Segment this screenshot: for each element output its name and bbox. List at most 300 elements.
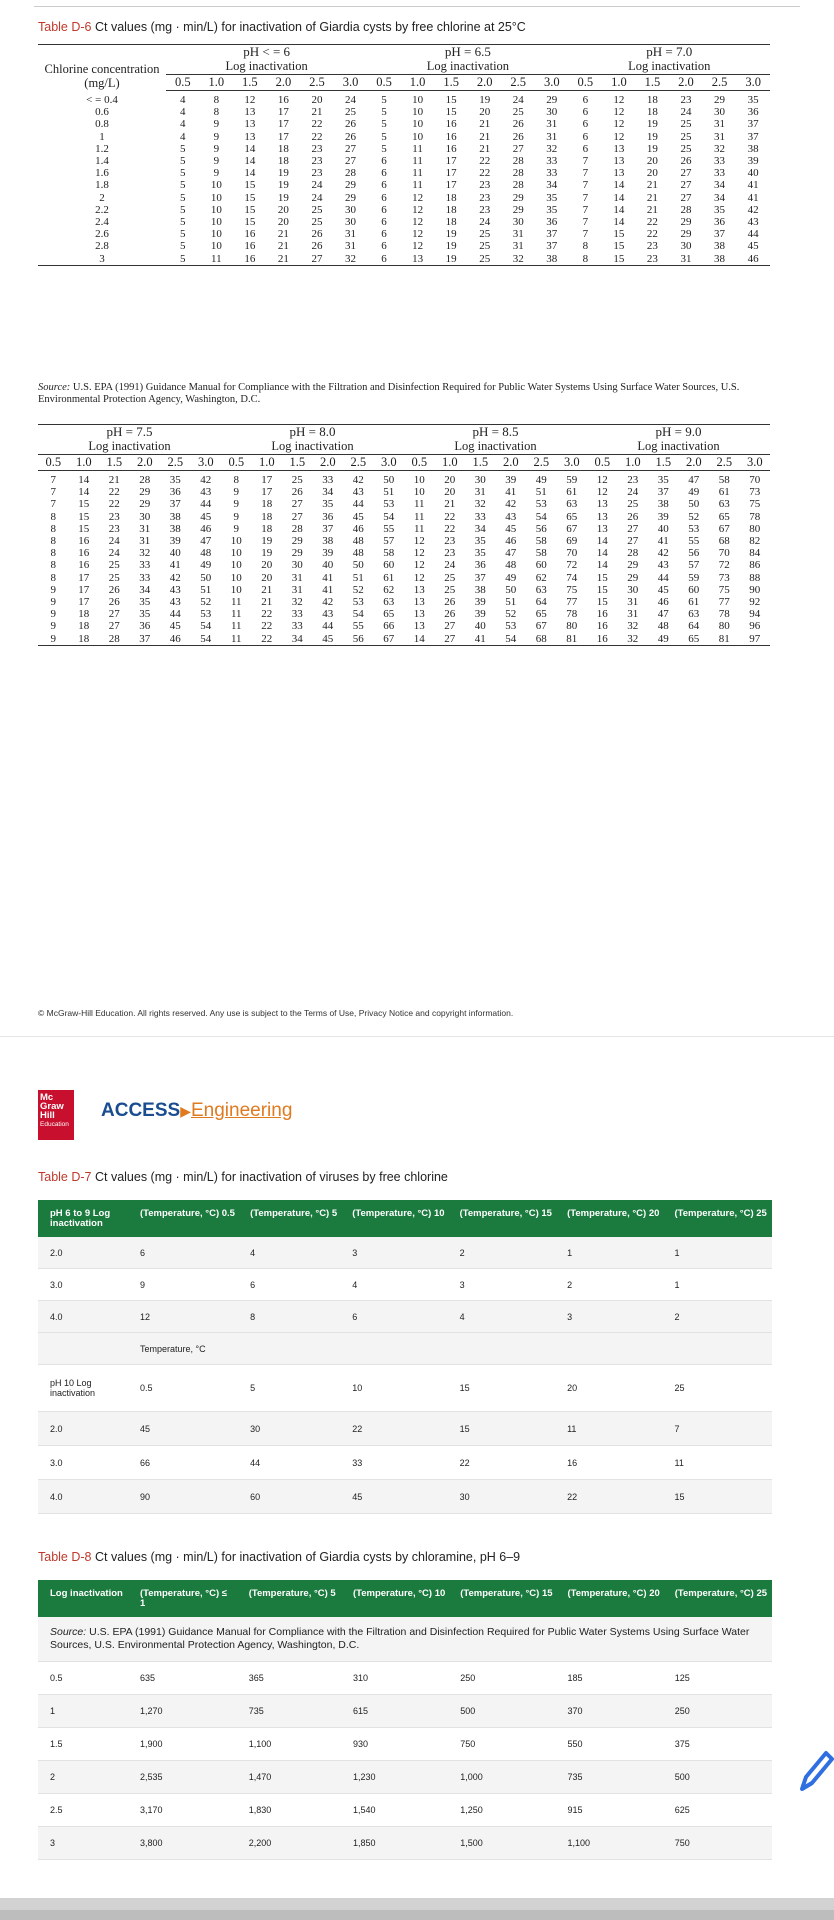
table-cell: 10	[230, 535, 242, 548]
table-cell: 23	[311, 155, 323, 168]
table-cell: 46	[736, 253, 770, 266]
table-cell: 28	[139, 474, 151, 486]
log-column-header: 1.5	[282, 455, 313, 471]
table-cell: 25	[680, 118, 692, 131]
table-cell: 48	[352, 535, 364, 548]
log-column-header: 0.5	[367, 75, 401, 91]
table-cell: 11	[413, 498, 425, 511]
log-inactivation-label: Log inactivation	[166, 59, 367, 75]
table-cell: 3,800	[130, 1827, 239, 1860]
table-cell: 21	[646, 179, 658, 192]
table-cell: 65	[535, 608, 547, 621]
table-cell: 20	[479, 106, 491, 119]
table-cell: 31	[512, 228, 524, 241]
table-cell: 32	[474, 498, 486, 511]
table-cell: 33	[139, 571, 151, 584]
table-cell: 72	[718, 559, 730, 572]
table-cell: 25	[680, 130, 692, 143]
table-cell: 6	[381, 240, 387, 253]
table-cell: 14	[596, 535, 608, 548]
table-cell: 23	[444, 547, 456, 560]
table-cell: 735	[557, 1761, 664, 1794]
log-inactivation-label: Log inactivation	[404, 439, 587, 455]
table-cell: 49	[535, 474, 547, 486]
table-cell: 13	[413, 596, 425, 609]
table-cell: 27	[680, 191, 692, 204]
table-cell: 2	[450, 1237, 557, 1269]
log-column-header: 1.0	[618, 455, 649, 471]
log-column-header: 1.0	[200, 75, 234, 91]
table-cell: 30	[512, 216, 524, 229]
table-cell: 36	[714, 216, 726, 229]
table-cell: 39	[474, 596, 486, 609]
table-cell: 22	[311, 130, 323, 143]
table-cell: 15	[596, 571, 608, 584]
access-engineering-brand[interactable]	[101, 1100, 292, 1122]
edit-pencil-icon[interactable]	[794, 1745, 834, 1800]
table-cell: 22	[342, 1412, 449, 1446]
table-cell: 39	[505, 474, 517, 486]
table-cell: 33	[322, 474, 334, 486]
table-cell: 42	[322, 596, 334, 609]
table-cell: 52	[352, 583, 364, 596]
table-cell: 14	[78, 486, 90, 499]
table-cell: 8	[50, 547, 56, 560]
source-label: Source:	[38, 382, 71, 393]
table-cell: 6	[381, 203, 387, 216]
table-cell: 49	[688, 486, 700, 499]
table-cell: 35	[322, 498, 334, 511]
table-cell: 11	[200, 253, 234, 266]
table-cell: 10	[210, 191, 222, 204]
log-column-header: 3.0	[535, 75, 569, 91]
table-cell: 33	[714, 155, 726, 168]
table-cell: 13	[401, 253, 435, 266]
table-cell: 11	[665, 1446, 772, 1480]
table-cell: 8	[213, 106, 220, 119]
log-column-header: 3.0	[334, 75, 368, 91]
table-cell: 5	[180, 191, 186, 204]
table-cell: 67	[566, 522, 578, 535]
table-cell: 43	[169, 583, 181, 596]
table-d7-caption	[38, 1170, 448, 1184]
table-cell: 7	[50, 486, 56, 499]
concentration-cell: 0.6	[95, 106, 109, 119]
table-cell: 615	[343, 1695, 450, 1728]
table-row	[38, 471, 770, 487]
table-cell: 18	[261, 498, 273, 511]
table-cell: 42	[657, 547, 669, 560]
table-cell: 59	[566, 474, 578, 486]
table-cell: 35	[474, 547, 486, 560]
table-cell: 31	[291, 583, 303, 596]
table-cell: 2.0	[38, 1412, 130, 1446]
table-row	[38, 1480, 772, 1514]
table-cell: 22	[444, 510, 456, 523]
table-cell: 65	[566, 510, 578, 523]
table-cell: 11	[412, 155, 423, 168]
table-cell: 53	[352, 596, 364, 609]
column-header: (Temperature, °C) 10	[343, 1580, 450, 1617]
table-cell: 15	[596, 596, 608, 609]
table-cell: 10	[210, 240, 222, 253]
table-cell: 7	[50, 474, 56, 486]
table-cell: 1,470	[239, 1761, 343, 1794]
table-cell: 43	[747, 216, 759, 229]
concentration-cell: 1.8	[95, 179, 109, 192]
table-cell: 16	[244, 240, 256, 253]
source-text: U.S. EPA (1991) Guidance Manual for Compliance with the Filtration and Disinfection Required for Public Water Systems Using Surface Water Sources, U.S. Environmental Protection Agency, Washington, D.C.	[50, 1626, 750, 1651]
table-cell: 43	[322, 608, 334, 621]
table-cell: 38	[714, 240, 726, 253]
table-cell: 22	[261, 608, 273, 621]
table-cell: 23	[108, 510, 120, 523]
table-cell: 53	[688, 522, 700, 535]
table-cell: 30	[345, 216, 356, 229]
logo-line: Education	[40, 1121, 69, 1128]
table-cell: 31	[345, 228, 356, 241]
table-cell: 80	[749, 522, 761, 535]
table-cell: 10	[412, 130, 424, 143]
log-inactivation-label: Log inactivation	[587, 439, 770, 455]
table-cell: 16	[587, 633, 618, 646]
table-cell: 30	[474, 474, 486, 486]
table-cell: 26	[108, 583, 120, 596]
table-cell: 21	[444, 498, 456, 511]
table-cell: 22	[479, 155, 491, 168]
table-cell: 68	[526, 633, 557, 646]
temperature-cell: 5	[240, 1365, 342, 1412]
table-cell: 3,170	[130, 1794, 239, 1827]
table-cell: 32	[627, 620, 639, 633]
table-cell: 44	[200, 498, 212, 511]
table-cell: 54	[191, 633, 222, 646]
table-cell: 94	[749, 608, 761, 621]
table-cell: 9	[233, 510, 239, 523]
table-cell: 30	[345, 203, 356, 216]
table-row	[38, 1794, 772, 1827]
table-cell: 7	[582, 167, 589, 180]
table-cell: 16	[557, 1446, 664, 1480]
log-inactivation-label: Log inactivation	[38, 439, 221, 455]
table-cell: 37	[169, 498, 181, 511]
table-cell: 37	[322, 522, 334, 535]
table-cell: 22	[311, 118, 323, 131]
table-cell: 21	[261, 583, 273, 596]
table-cell: 24	[512, 94, 524, 106]
table-cell: 635	[130, 1662, 239, 1695]
table-cell: 45	[657, 583, 669, 596]
table-cell: 49	[648, 633, 679, 646]
table-cell: 6	[381, 155, 387, 168]
table-cell: 46	[505, 535, 517, 548]
table-cell: 29	[680, 216, 692, 229]
log-column-header: 3.0	[191, 455, 222, 471]
table-cell: 21	[646, 203, 658, 216]
table-cell: 18	[78, 608, 90, 621]
table-d8-source	[38, 1617, 772, 1662]
table-row	[38, 179, 770, 191]
table-cell: 15	[244, 203, 256, 216]
table-cell: 45	[505, 522, 517, 535]
table-cell: 19	[646, 118, 658, 131]
table-cell: 7	[582, 216, 589, 229]
table-row	[38, 167, 770, 179]
table-cell: 10	[210, 179, 222, 192]
table-row	[38, 1761, 772, 1794]
table-cell: 21	[479, 142, 491, 155]
table-cell: 44	[322, 620, 334, 633]
table-cell: 61	[718, 486, 730, 499]
table-cell: 500	[450, 1695, 557, 1728]
table-cell: 80	[566, 620, 578, 633]
table-cell: 3.0	[38, 1446, 130, 1480]
table-cell: 40	[747, 167, 759, 180]
table-cell: 30	[291, 559, 303, 572]
table-d6-part-a	[38, 44, 770, 266]
table-cell: 41	[322, 583, 334, 596]
table-d6-label: Table D-6	[38, 20, 92, 34]
table-cell: 5	[180, 203, 186, 216]
table-cell: 34	[714, 179, 726, 192]
table-cell: 33	[474, 510, 486, 523]
table-cell: 31	[714, 118, 726, 131]
table-cell: 13	[244, 106, 256, 119]
table-cell: 37	[747, 130, 759, 143]
table-cell: 58	[383, 547, 395, 560]
table-cell: 4	[180, 94, 186, 106]
table-cell: 9	[213, 142, 220, 155]
log-column-header: 1.5	[648, 455, 679, 471]
log-column-header: 0.5	[166, 75, 200, 91]
table-cell: 40	[322, 559, 334, 572]
table-cell: 19	[261, 547, 273, 560]
log-column-header: 2.0	[669, 75, 703, 91]
top-divider	[34, 6, 800, 7]
table-cell: 90	[749, 583, 761, 596]
table-cell: 14	[613, 216, 625, 229]
table-cell: 16	[596, 608, 608, 621]
table-cell: 29	[680, 228, 692, 241]
table-cell: 35	[546, 191, 558, 204]
table-row	[38, 1728, 772, 1761]
table-cell: 61	[566, 486, 578, 499]
table-cell: 75	[718, 583, 730, 596]
table-cell: 24	[479, 216, 491, 229]
table-cell: 10	[230, 547, 242, 560]
table-cell: 9	[213, 130, 220, 143]
log-column-header: 1.0	[602, 75, 636, 91]
table-cell: 185	[557, 1662, 664, 1695]
table-cell: 63	[688, 608, 700, 621]
log-column-header: 0.5	[569, 75, 603, 91]
column-header: (Temperature, °C) 5	[239, 1580, 343, 1617]
table-cell: 26	[680, 155, 692, 168]
table-cell: 49	[200, 559, 212, 572]
table-cell: 8	[50, 535, 56, 548]
table-cell: 66	[383, 620, 395, 633]
table-cell: 1	[38, 1695, 130, 1728]
table-cell: 28	[627, 547, 639, 560]
logo-line: Graw	[40, 1101, 64, 1112]
table-cell: 250	[665, 1695, 772, 1728]
table-cell: 38	[747, 142, 759, 155]
table-cell: 53	[535, 498, 547, 511]
table-cell: 36	[322, 510, 334, 523]
table-cell: 55	[383, 522, 395, 535]
table-cell: 32	[546, 142, 558, 155]
log-column-header: 3.0	[374, 455, 405, 471]
table-cell: 22	[108, 498, 120, 511]
table-cell: 23	[646, 240, 658, 253]
table-cell: 36	[747, 106, 759, 119]
table-cell: 13	[413, 608, 425, 621]
table-cell: 20	[444, 474, 456, 486]
table-d6-caption	[38, 20, 526, 34]
table-cell: 31	[139, 522, 151, 535]
table-cell: 35	[169, 474, 181, 486]
table-cell: 18	[646, 94, 658, 106]
table-cell: 11	[221, 633, 252, 646]
table-cell: 13	[244, 118, 256, 131]
table-cell: 15	[244, 191, 256, 204]
table-d7-title: Ct values (mg · min/L) for inactivation of viruses by free chlorine	[91, 1170, 448, 1184]
table-cell: 37	[130, 633, 161, 646]
table-cell: 18	[69, 633, 100, 646]
table-cell: 13	[413, 620, 425, 633]
table-cell: 15	[596, 583, 608, 596]
table-cell: 19	[479, 94, 491, 106]
table-cell: 86	[749, 559, 761, 572]
table-cell: 78	[718, 608, 730, 621]
table-cell: 2	[38, 1761, 130, 1794]
table-cell: 41	[747, 191, 759, 204]
table-cell: 84	[749, 547, 761, 560]
table-cell: 31	[512, 240, 524, 253]
group-header: pH = 6.5	[367, 45, 568, 60]
table-cell: 75	[749, 498, 761, 511]
table-cell: 15	[244, 216, 256, 229]
table-cell: 46	[657, 596, 669, 609]
table-cell: 16	[445, 130, 457, 143]
table-cell: 1	[557, 1237, 664, 1269]
table-cell: 1	[665, 1237, 772, 1269]
table-cell: 31	[669, 253, 703, 266]
table-cell: 50	[505, 583, 517, 596]
table-cell: 1,500	[450, 1827, 557, 1860]
table-cell: 51	[200, 583, 212, 596]
table-cell: 59	[688, 571, 700, 584]
table-cell: 56	[535, 522, 547, 535]
log-column-header: 2.5	[300, 75, 334, 91]
table-cell: 32	[618, 633, 649, 646]
table-cell: 39	[322, 547, 334, 560]
table-cell: 9	[213, 167, 220, 180]
table-cell: 28	[512, 167, 524, 180]
table-cell: 12	[412, 191, 424, 204]
table-cell: 5	[180, 228, 186, 241]
table-cell: 29	[714, 94, 726, 106]
table-cell: 27	[680, 179, 692, 192]
table-row	[38, 559, 770, 571]
table-cell: 22	[108, 486, 120, 499]
log-column-header: 2.5	[343, 455, 374, 471]
table-row	[38, 1695, 772, 1728]
log-column-header: 3.0	[740, 455, 771, 471]
table-cell: 16	[233, 253, 267, 266]
temperature-cell: 15	[450, 1365, 557, 1412]
table-cell: 67	[535, 620, 547, 633]
table-cell: 66	[130, 1446, 240, 1480]
table-d7	[38, 1200, 772, 1514]
table-cell: 31	[714, 130, 726, 143]
table-cell: 27	[300, 253, 334, 266]
table-cell: 75	[566, 583, 578, 596]
table-cell: 58	[535, 547, 547, 560]
table-cell: 13	[596, 510, 608, 523]
table-row	[38, 547, 770, 559]
table-cell: 31	[546, 130, 558, 143]
table-cell: 10	[413, 486, 425, 499]
table-cell: 16	[445, 142, 457, 155]
table-cell: 35	[474, 535, 486, 548]
log-column-header: 2.5	[526, 455, 557, 471]
table-cell: 12	[412, 228, 424, 241]
table-cell: 24	[311, 191, 323, 204]
concentration-cell: 1.6	[95, 167, 109, 180]
table-d8	[38, 1580, 772, 1860]
table-cell: 24	[108, 547, 120, 560]
table-cell: 29	[291, 535, 303, 548]
table-cell: 250	[450, 1662, 557, 1695]
table-cell: 1,540	[343, 1794, 450, 1827]
source-label: Source:	[50, 1626, 87, 1638]
table-cell: 0.5	[38, 1662, 130, 1695]
table-cell: 62	[383, 583, 395, 596]
log-column-header: 1.5	[233, 75, 267, 91]
table-cell: 11	[413, 522, 425, 535]
table-cell: 20	[646, 167, 658, 180]
table-cell: 44	[352, 498, 364, 511]
log-column-header: 3.0	[557, 455, 588, 471]
table-cell: 13	[613, 142, 625, 155]
table-cell: 5	[180, 179, 186, 192]
table-cell: 16	[78, 535, 90, 548]
table-cell: 39	[747, 155, 759, 168]
table-cell: 29	[512, 203, 524, 216]
temperature-cell: 10	[342, 1365, 449, 1412]
table-cell: 29	[345, 191, 356, 204]
table-row	[38, 1662, 772, 1695]
table-cell: 22	[261, 620, 273, 633]
table-cell: 9	[50, 608, 56, 621]
table-cell: 38	[322, 535, 334, 548]
table-cell: 38	[169, 522, 181, 535]
chlorine-concentration-header: Chlorine concentration (mg/L)	[44, 61, 160, 90]
log-column-header: 0.5	[587, 455, 618, 471]
table-cell: 37	[474, 571, 486, 584]
table-cell: 4	[180, 106, 186, 119]
table-cell: 7	[582, 155, 589, 168]
table-cell: 10	[230, 583, 242, 596]
table-cell: 12	[613, 106, 625, 119]
mcgraw-hill-logo[interactable]	[38, 1090, 74, 1140]
log-column-header: 2.0	[496, 455, 527, 471]
table-cell: 9	[233, 498, 239, 511]
log-column-header: 2.0	[130, 455, 161, 471]
table-cell: 1,270	[130, 1695, 239, 1728]
table-cell: 9	[50, 583, 56, 596]
